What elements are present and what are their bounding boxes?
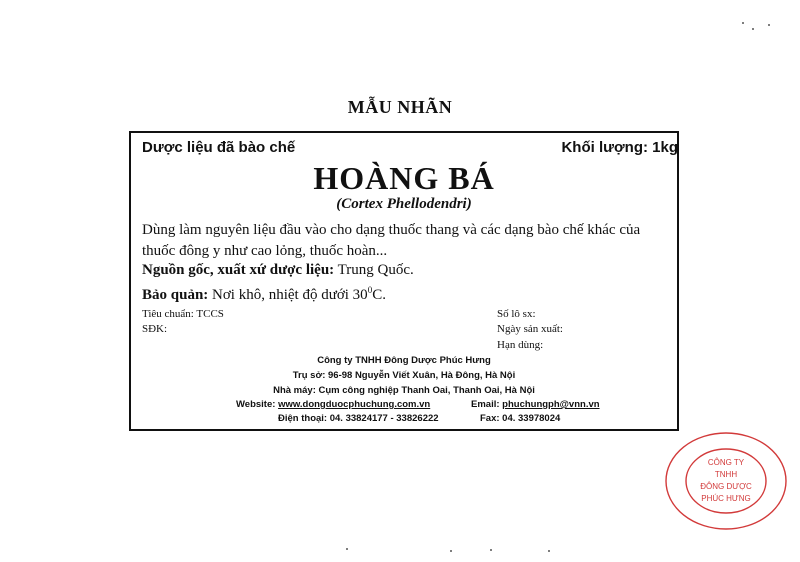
storage-value: Nơi khô, nhiệt độ dưới 30 <box>212 287 368 303</box>
stamp-line-2: TNHH <box>714 470 738 479</box>
email-label: Email: <box>471 399 500 410</box>
company-fax: Fax: 04. 33978024 <box>480 413 561 424</box>
company-headquarters: Trụ sở: 96-98 Nguyễn Viết Xuân, Hà Đông, Hà Nội <box>292 370 516 381</box>
scan-speck <box>346 548 348 550</box>
scan-speck <box>742 22 744 24</box>
storage-label: Bảo quản: <box>142 287 209 303</box>
stamp-line-1: CÔNG TY <box>707 458 745 467</box>
scan-speck <box>450 550 452 552</box>
company-factory: Nhà máy: Cụm công nghiệp Thanh Oai, Thanh Oai, Hà Nội <box>273 385 535 396</box>
lot-number-label: Số lô sx: <box>497 308 536 320</box>
email-link[interactable]: phuchungph@vnn.vn <box>502 399 600 410</box>
usage-text: Dùng làm nguyên liệu đầu vào cho dạng thuốc thang và các dạng bào chế khác của thuốc đông y như cao lỏng, thuốc hoàn... <box>142 222 641 259</box>
scan-speck <box>768 24 770 26</box>
page-heading: MẪU NHÃN <box>347 97 453 117</box>
scan-speck <box>752 28 754 30</box>
company-phone: Điện thoại: 04. 33824177 - 33826222 <box>278 413 439 424</box>
origin-label: Nguồn gốc, xuất xứ dược liệu: <box>142 262 335 278</box>
manufacture-date-label: Ngày sản xuất: <box>497 323 563 335</box>
company-website <box>236 399 430 410</box>
company-stamp <box>662 430 790 532</box>
product-name: HOÀNG BÁ <box>313 160 495 196</box>
stamp-line-4: PHÚC HƯNG <box>701 494 751 503</box>
website-label: Website: <box>236 399 276 410</box>
company-email <box>471 399 600 410</box>
registration-label: SĐK: <box>142 323 168 335</box>
storage-line <box>142 285 386 304</box>
origin-line <box>142 262 414 279</box>
scan-speck <box>490 549 492 551</box>
stamp-line-3: ĐÔNG DƯỢC <box>700 482 752 491</box>
degree-mark: 0 <box>367 285 373 295</box>
expiry-date-label: Hạn dùng: <box>497 339 544 351</box>
company-name: Công ty TNHH Đông Dược Phúc Hưng <box>317 355 491 366</box>
weight-label: Khối lượng: 1kg <box>561 139 678 156</box>
latin-name <box>129 196 679 213</box>
standard-label: Tiêu chuẩn: TCCS <box>142 308 224 320</box>
category-label: Dược liệu đã bào chế <box>142 139 296 156</box>
scan-speck <box>548 550 550 552</box>
stamp-outer-ring <box>666 433 786 529</box>
storage-unit: C. <box>372 287 386 303</box>
origin-value: Trung Quốc. <box>337 262 414 278</box>
website-link[interactable]: www.dongduocphuchung.com.vn <box>278 399 431 410</box>
latin-name-text: (Cortex Phellodendri) <box>336 196 472 212</box>
